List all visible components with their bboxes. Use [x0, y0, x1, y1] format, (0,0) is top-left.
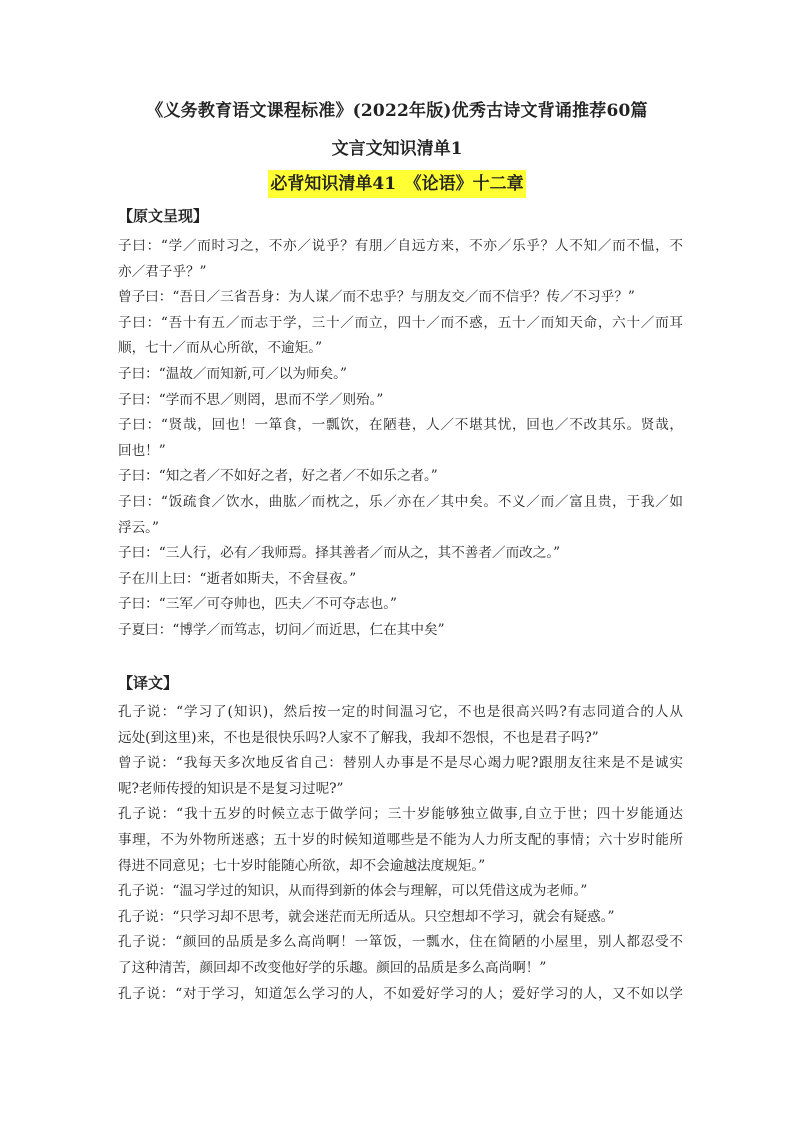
- chapter-heading: 必背知识清单41 《论语》十二章: [268, 170, 525, 198]
- text-line: 呢?老师传授的知识是不是复习过呢?”: [118, 780, 344, 797]
- text-line: 得进不同意见；七十岁时能随心所欲，却不会逾越法度规矩。”: [118, 857, 486, 874]
- text-line: 浮云。”: [118, 519, 159, 536]
- text-line: 子曰：“学而不思／则罔，思而不学／则殆。”: [118, 391, 384, 408]
- text-line: 事理，不为外物所迷惑；五十岁的时候知道哪些是不能为人力所支配的事情；六十岁时能所: [118, 831, 683, 848]
- text-line: 子曰：“三军／可夺帅也，匹夫／不可夺志也。”: [118, 596, 397, 613]
- text-line: 子曰：“贤哉，回也！一箪食，一瓢饮，在陋巷，人／不堪其忧，回也／不改其乐。贤哉，: [118, 417, 683, 434]
- text-line: 曾子曰：“吾日／三省吾身：为人谋／而不忠乎？与朋友交／而不信乎？传／不习乎？”: [118, 289, 635, 306]
- text-line: 亦／君子乎？”: [118, 263, 207, 280]
- text-line: 孔子说：“学习了(知识)，然后按一定的时间温习它，不也是很高兴吗?有志同道合的人从: [118, 704, 683, 720]
- text-line: 子曰：“学／而时习之，不亦／说乎？有朋／自远方来，不亦／乐乎？人不知／而不愠，不: [118, 238, 683, 254]
- text-line: 远处(到这里)来，不也是很快乐吗?人家不了解我，我却不怨恨，不也是君子吗?”: [118, 729, 599, 746]
- text-line: 顺，七十／而从心所欲，不逾矩。”: [118, 340, 323, 357]
- original-section-heading: 【原文呈现】: [118, 207, 209, 225]
- text-line: 孔子说：“我十五岁的时候立志于做学问；三十岁能够独立做事,自立于世；四十岁能通达: [118, 806, 683, 823]
- text-line: 孔子说：“只学习却不思考，就会迷茫而无所适从。只空想却不学习，就会有疑惑。”: [118, 908, 615, 925]
- text-line: 子曰：“三人行，必有／我师焉。择其善者／而从之，其不善者／而改之。”: [118, 545, 561, 562]
- text-line: 曾子说：“我每天多次地反省自己：替别人办事是不是尽心竭力呢?跟朋友往来是不是诚实: [118, 755, 683, 772]
- translation-text-block: [118, 700, 683, 1007]
- page-subtitle: 文言文知识清单1: [331, 139, 463, 159]
- text-line: 孔子说：“颜回的品质是多么高尚啊！一箪饭，一瓢水，住在简陋的小屋里，别人都忍受不: [118, 934, 683, 951]
- text-line: 回也！”: [118, 442, 166, 459]
- original-text-block: [118, 234, 683, 644]
- page-title: 《义务教育语文课程标准》(2022年版)优秀古诗文背诵推荐60篇: [146, 101, 648, 121]
- text-line: 了这种清苦，颜回却不改变他好学的乐趣。颜回的品质是多么高尚啊！”: [118, 959, 547, 976]
- text-line: 子曰：“温故／而知新,可／以为师矣。”: [118, 365, 347, 382]
- text-line: 子曰：“知之者／不如好之者，好之者／不如乐之者。”: [118, 468, 438, 485]
- text-line: 子曰：“饭疏食／饮水，曲肱／而枕之，乐／亦在／其中矣。不义／而／富且贵，于我／如: [118, 493, 683, 510]
- text-line: 子夏曰：“博学／而笃志，切问／而近思，仁在其中矣”: [118, 621, 445, 638]
- translation-section-heading: 【译文】: [118, 674, 179, 692]
- chapter-heading-wrapper: [0, 170, 794, 198]
- text-line: 子在川上曰：“逝者如斯夫，不舍昼夜。”: [118, 570, 357, 587]
- text-line: 子曰：“吾十有五／而志于学，三十／而立，四十／而不惑，五十／而知天命，六十／而耳: [118, 314, 683, 331]
- text-line: 孔子说：“对于学习，知道怎么学习的人，不如爱好学习的人；爱好学习的人，又不如以学: [118, 985, 683, 1002]
- text-line: 孔子说：“温习学过的知识，从而得到新的体会与理解，可以凭借这成为老师。”: [118, 883, 588, 900]
